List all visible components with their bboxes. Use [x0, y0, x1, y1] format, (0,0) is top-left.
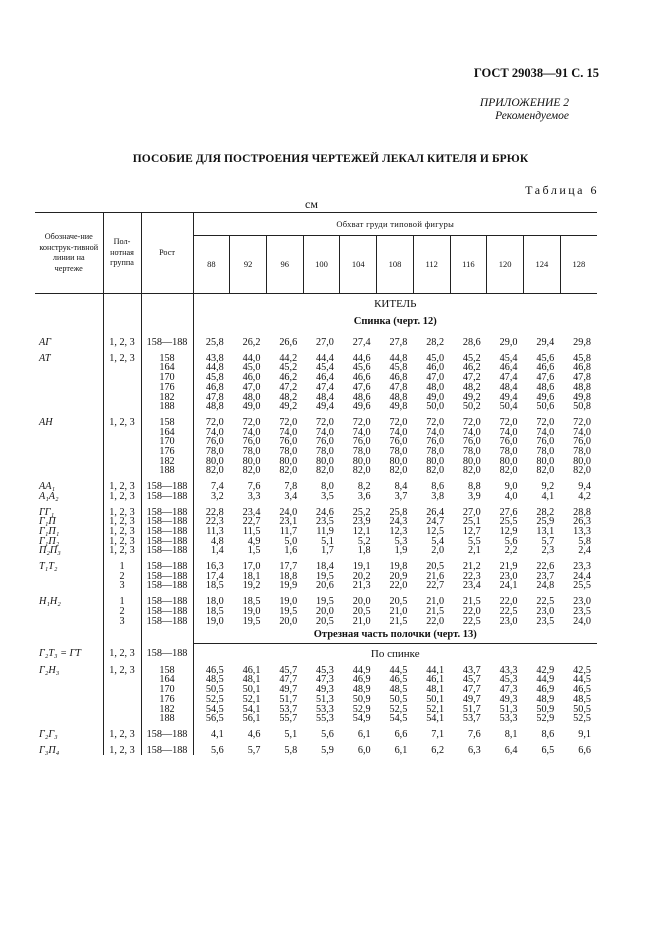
table-row — [35, 643, 597, 659]
table-row — [35, 724, 597, 740]
cell-value: 28,6 — [462, 337, 481, 348]
cell-value: 27,4 — [352, 337, 371, 348]
chest-size-header: 108 — [377, 236, 414, 294]
cell-value: 45,8 46,8 47,8 48,8 49,8 50,8 — [573, 352, 591, 413]
cell-value: 5,6 — [321, 728, 334, 740]
document-title: ПОСОБИЕ ДЛЯ ПОСТРОЕНИЯ ЧЕРТЕЖЕЙ ЛЕКАЛ КИТЕЛЯ И БРЮК — [132, 153, 529, 165]
row-group: 1, 2, 3 1, 2, 3 1, 2, 3 1, 2, 3 1, 2, 3 — [103, 502, 141, 557]
cell-value: 8,8 3,9 — [468, 481, 481, 502]
row-designation: АТ — [35, 348, 103, 412]
cell-value: 28,2 — [426, 337, 445, 348]
empty-cell — [35, 311, 103, 332]
page-header: ГОСТ 29038—91 С. 15 — [473, 66, 599, 80]
cell-value: 7,6 — [468, 728, 481, 740]
cell-value: 6,1 — [394, 744, 408, 756]
cell-value: 45,4 46,4 47,4 48,4 49,4 50,4 — [499, 352, 518, 413]
row-designation: ГГ₁ Г₁П Г₁П₁ Г₁П₂ П₂П₃ — [35, 502, 103, 557]
table-row — [35, 740, 597, 756]
cell-value: 25,2 23,9 12,1 5,2 1,8 — [352, 506, 371, 557]
cell-value: 21,9 23,0 24,1 — [499, 561, 518, 592]
row-designation: АН — [35, 412, 103, 476]
row-height: 158—188 — [141, 332, 193, 348]
cell-value: 72,0 74,0 76,0 78,0 80,0 82,0 — [573, 416, 591, 477]
cell-value: 16,3 17,4 18,5 — [205, 561, 224, 592]
cell-value: 19,0 19,5 20,0 — [279, 596, 298, 627]
cell-value: 4,6 — [247, 728, 261, 740]
cell-value: 28,8 26,3 13,3 5,8 2,4 — [573, 506, 591, 557]
cell-value: 72,0 74,0 76,0 78,0 80,0 82,0 — [462, 416, 481, 477]
chest-size-header: 88 — [193, 236, 230, 294]
empty-cell — [141, 311, 193, 332]
cell-value: 29,8 — [573, 337, 591, 348]
cell-value: 17,7 18,8 19,9 — [279, 561, 298, 592]
cell-value: 7,8 3,4 — [284, 481, 298, 502]
cell-value: 22,6 23,7 24,8 — [536, 561, 555, 592]
cell-value: 24,6 23,5 11,9 5,1 1,7 — [316, 506, 334, 557]
table-row — [35, 591, 597, 626]
chest-size-header: 104 — [340, 236, 377, 294]
cell-value: 9,1 — [578, 728, 591, 740]
table-row — [35, 556, 597, 591]
cell-value: 20,0 20,5 21,0 — [352, 596, 371, 627]
cell-value: 46,1 48,1 50,1 52,1 54,1 56,1 — [242, 664, 261, 725]
row-height: 158—188 — [141, 740, 193, 756]
cell-value: 5,1 — [284, 728, 298, 740]
cell-value: 21,2 22,3 23,4 — [462, 561, 481, 592]
cell-value: 26,6 — [279, 337, 298, 348]
cell-value: 46,5 48,5 50,5 52,5 54,5 56,5 — [205, 664, 224, 725]
table-row — [35, 660, 597, 724]
cell-value: 23,4 22,7 11,5 4,9 1,5 — [242, 506, 261, 557]
cell-value: 42,5 44,5 46,5 48,5 50,5 52,5 — [573, 664, 591, 725]
cell-value: 22,8 22,3 11,3 4,8 1,4 — [205, 506, 224, 557]
cell-value: 45,6 46,6 47,6 48,6 49,6 50,6 — [536, 352, 555, 413]
row-group: 1 2 3 — [103, 556, 141, 591]
cell-value: 8,0 3,5 — [321, 481, 334, 502]
cell-value: 45,2 46,2 47,2 48,2 49,2 50,2 — [462, 352, 481, 413]
cell-value: 9,4 4,2 — [578, 481, 591, 502]
cell-value: 22,0 22,5 23,0 — [499, 596, 518, 627]
cell-value: 22,5 23,0 23,5 — [536, 596, 555, 627]
table-row — [35, 412, 597, 476]
cell-value: 25,8 24,3 12,3 5,3 1,9 — [389, 506, 408, 557]
cell-value: 44,4 45,4 46,4 47,4 48,4 49,4 — [316, 352, 334, 413]
cell-value: 27,0 — [316, 337, 334, 348]
row-group: 1, 2, 3 — [103, 643, 141, 659]
cell-value: 72,0 74,0 76,0 78,0 80,0 82,0 — [536, 416, 555, 477]
table-row — [35, 332, 597, 348]
cell-value: 45,7 47,7 49,7 51,7 53,7 55,7 — [279, 664, 298, 725]
row-group: 1, 2, 3 — [103, 660, 141, 724]
cell-value: 8,6 — [541, 728, 555, 740]
cell-value: 18,4 19,5 20,6 — [316, 561, 334, 592]
cell-value: 5,9 — [321, 744, 334, 756]
col-header-designation: Обозначе-ние конструк-тивной линии на чертеже — [35, 213, 103, 294]
cell-value: 19,5 20,0 20,5 — [316, 596, 334, 627]
cell-value: 23,3 24,4 25,5 — [573, 561, 591, 592]
cell-value: 72,0 74,0 76,0 78,0 80,0 82,0 — [352, 416, 371, 477]
cell-value: 8,6 3,8 — [431, 481, 445, 502]
section-row — [35, 311, 597, 332]
cell-value: 26,2 — [242, 337, 261, 348]
cell-value: 19,1 20,2 21,3 — [352, 561, 371, 592]
cell-value: 29,4 — [536, 337, 555, 348]
empty-cell — [35, 294, 103, 312]
chest-size-header: 120 — [487, 236, 524, 294]
chest-size-header: 92 — [230, 236, 267, 294]
cell-value: 27,6 25,5 12,9 5,6 2,2 — [499, 506, 518, 557]
cell-value: 19,8 20,9 22,0 — [389, 561, 408, 592]
cell-value: 72,0 74,0 76,0 78,0 80,0 82,0 — [499, 416, 518, 477]
section-row — [35, 626, 597, 643]
row-group: 1, 2, 3 — [103, 740, 141, 756]
cell-value: 6,1 — [357, 728, 371, 740]
cell-value: 45,0 46,0 47,0 48,0 49,0 50,0 — [426, 352, 445, 413]
cell-value: 9,0 4,0 — [504, 481, 518, 502]
cell-value: 29,0 — [499, 337, 518, 348]
cell-value: 43,3 45,3 47,3 49,3 51,3 53,3 — [499, 664, 518, 725]
table-row — [35, 476, 597, 501]
empty-cell — [103, 294, 141, 312]
cell-value: 6,6 — [578, 744, 591, 756]
cell-value: 72,0 74,0 76,0 78,0 80,0 82,0 — [426, 416, 445, 477]
table-body — [35, 294, 597, 756]
empty-cell — [141, 626, 193, 643]
cell-value: 27,8 — [389, 337, 408, 348]
section-title-front-part: Отрезная часть полочки (черт. 13) — [193, 626, 597, 643]
table-number: Таблица 6 — [525, 183, 599, 197]
table-units: см — [305, 197, 318, 211]
col-header-height: Рост — [141, 213, 193, 294]
row-designation: АА₁ А₁А₂ — [35, 476, 103, 501]
row-height: 158 164 170 176 182 188 — [141, 348, 193, 412]
row-height: 158—188 — [141, 643, 193, 659]
cell-value: 20,5 21,6 22,7 — [426, 561, 445, 592]
row-group: 1, 2, 3 1, 2, 3 — [103, 476, 141, 501]
cell-value: 44,9 46,9 48,9 50,9 52,9 54,9 — [352, 664, 371, 725]
cell-value: 7,6 3,3 — [247, 481, 261, 502]
cell-value: 6,6 — [394, 728, 408, 740]
cell-value: 5,6 — [210, 744, 224, 756]
row-height: 158—188 158—188 158—188 158—188 158—188 — [141, 502, 193, 557]
cell-value: 72,0 74,0 76,0 78,0 80,0 82,0 — [205, 416, 224, 477]
chest-size-header: 112 — [413, 236, 450, 294]
cell-value: 6,2 — [431, 744, 445, 756]
cell-value: 8,4 3,7 — [394, 481, 408, 502]
cell-value: 72,0 74,0 76,0 78,0 80,0 82,0 — [242, 416, 261, 477]
cell-value: 44,0 45,0 46,0 47,0 48,0 49,0 — [242, 352, 261, 413]
row-height: 158 164 170 176 182 188 — [141, 412, 193, 476]
row-height: 158—188 158—188 158—188 — [141, 591, 193, 626]
empty-cell — [103, 626, 141, 643]
row-group: 1, 2, 3 — [103, 332, 141, 348]
cell-value: 26,4 24,7 12,5 5,4 2,0 — [426, 506, 445, 557]
cell-value: 17,0 18,1 19,2 — [242, 561, 261, 592]
cell-value: 43,7 45,7 47,7 49,7 51,7 53,7 — [462, 664, 481, 725]
cell-value: 18,5 19,0 19,5 — [242, 596, 261, 627]
cell-value: 6,5 — [541, 744, 555, 756]
cell-value: 6,3 — [468, 744, 481, 756]
empty-cell — [141, 294, 193, 312]
subsection-title-back: Спинка (черт. 12) — [353, 316, 437, 327]
cell-value: 23,0 23,5 24,0 — [573, 596, 591, 627]
col-header-group: Пол-нотная группа — [103, 213, 141, 294]
table-row — [35, 348, 597, 412]
row-designation: Г₂Н₃ — [35, 660, 103, 724]
chest-size-header: 124 — [523, 236, 560, 294]
row-height: 158 164 170 176 182 188 — [141, 660, 193, 724]
chest-size-header: 100 — [303, 236, 340, 294]
cell-value: 8,2 3,6 — [357, 481, 371, 502]
cell-value: 6,0 — [357, 744, 371, 756]
cell-value: 72,0 74,0 76,0 78,0 80,0 82,0 — [316, 416, 334, 477]
row-designation: Т₁Т₂ — [35, 556, 103, 591]
appendix-subtitle: Рекомендуемое — [495, 110, 569, 122]
row-group: 1 2 3 — [103, 591, 141, 626]
cell-value: 4,1 — [210, 728, 224, 740]
cell-value: 44,6 45,6 46,6 47,6 48,6 49,6 — [352, 352, 371, 413]
cell-value: 6,4 — [504, 744, 518, 756]
row-group: 1, 2, 3 — [103, 724, 141, 740]
cell-value: 44,2 45,2 46,2 47,2 48,2 49,2 — [279, 352, 298, 413]
chest-size-header: 96 — [266, 236, 303, 294]
cell-value: 43,8 44,8 45,8 46,8 47,8 48,8 — [205, 352, 224, 413]
row-designation: АГ — [35, 332, 103, 348]
cell-value: 7,1 — [431, 728, 445, 740]
cell-value: 21,0 21,5 22,0 — [426, 596, 445, 627]
row-height: 158—188 158—188 — [141, 476, 193, 501]
row-height: 158—188 — [141, 724, 193, 740]
cell-value: 5,8 — [284, 744, 298, 756]
col-header-chest: Обхват груди типовой фигуры — [193, 213, 597, 236]
cell-value: 21,5 22,0 22,5 — [462, 596, 481, 627]
cell-value: 45,3 47,3 49,3 51,3 53,3 55,3 — [316, 664, 334, 725]
appendix-title: ПРИЛОЖЕНИЕ 2 — [479, 97, 569, 109]
row-group: 1, 2, 3 — [103, 412, 141, 476]
table-row — [35, 502, 597, 557]
cell-value: 28,2 25,9 13,1 5,7 2,3 — [536, 506, 555, 557]
appendix-label — [480, 97, 569, 123]
row-designation: Н₁Н₂ — [35, 591, 103, 626]
cell-value: 44,5 46,5 48,5 50,5 52,5 54,5 — [389, 664, 408, 725]
chest-size-header: 128 — [560, 236, 597, 294]
cell-value: 20,5 21,0 21,5 — [389, 596, 408, 627]
chest-size-header: 116 — [450, 236, 487, 294]
cell-value: 27,0 25,1 12,7 5,5 2,1 — [462, 506, 481, 557]
cell-value: 9,2 4,1 — [541, 481, 555, 502]
section-row — [35, 294, 597, 312]
empty-cell — [103, 311, 141, 332]
row-group: 1, 2, 3 — [103, 348, 141, 412]
cell-value: 18,0 18,5 19,0 — [205, 596, 224, 627]
cell-value: 24,0 23,1 11,7 5,0 1,6 — [279, 506, 298, 557]
cell-value: 42,9 44,9 46,9 48,9 50,9 52,9 — [536, 664, 555, 725]
cell-value: 72,0 74,0 76,0 78,0 80,0 82,0 — [279, 416, 298, 477]
empty-cell — [35, 626, 103, 643]
cell-value: 25,8 — [205, 337, 224, 348]
cell-value: 7,4 3,2 — [210, 481, 224, 502]
row-height: 158—188 158—188 158—188 — [141, 556, 193, 591]
cell-value: 44,8 45,8 46,8 47,8 48,8 49,8 — [389, 352, 408, 413]
pattern-table — [35, 212, 597, 755]
row-designation: Г₂Т₃ = ГТ — [35, 643, 103, 659]
row-note: По спинке — [370, 647, 420, 660]
cell-value: 5,7 — [247, 744, 261, 756]
row-designation: Г₂Г₃ — [35, 724, 103, 740]
row-designation: Г₃П₄ — [35, 740, 103, 756]
section-title-kitel: КИТЕЛЬ — [193, 294, 597, 312]
cell-value: 44,1 46,1 48,1 50,1 52,1 54,1 — [426, 664, 445, 725]
cell-value: 8,1 — [504, 728, 518, 740]
cell-value: 72,0 74,0 76,0 78,0 80,0 82,0 — [389, 416, 408, 477]
